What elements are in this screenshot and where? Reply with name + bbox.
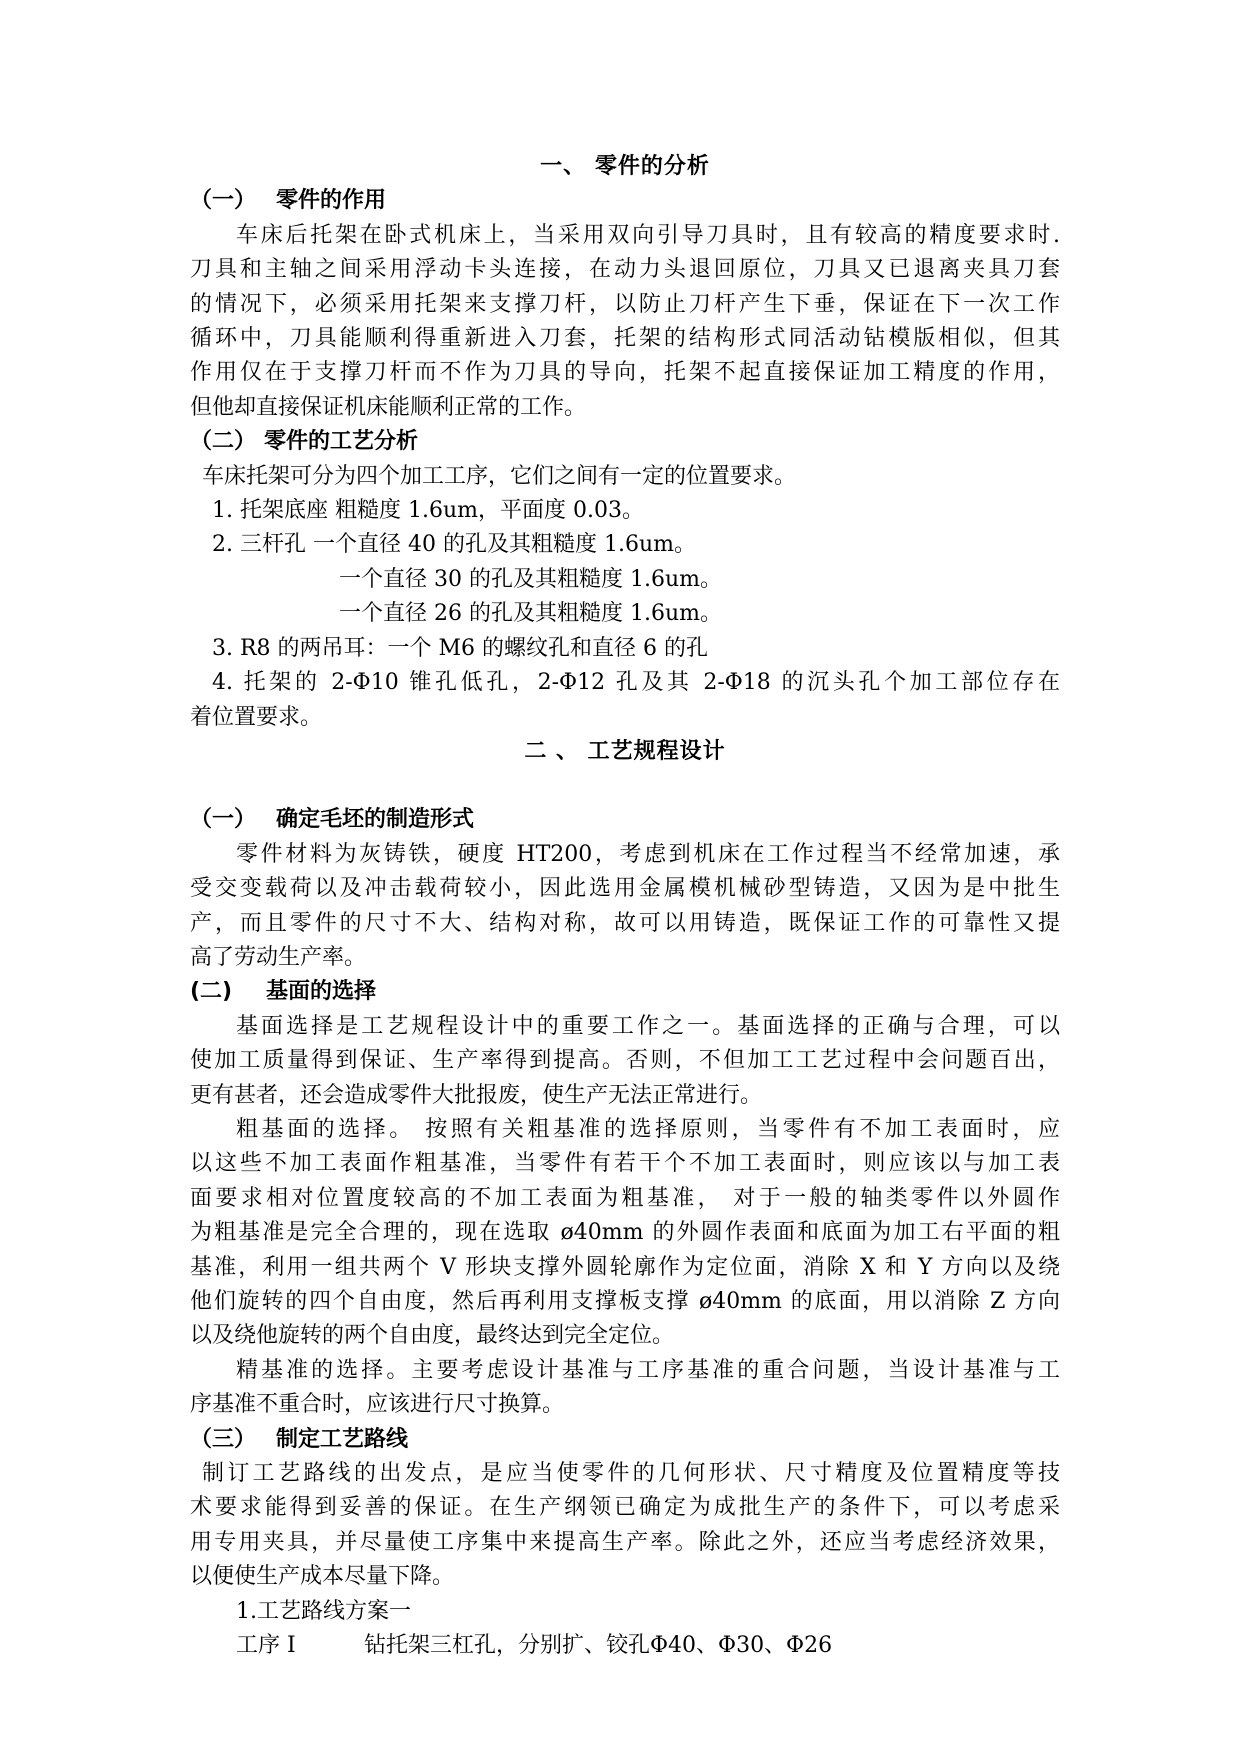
section-1-title: 一、 零件的分析	[540, 154, 710, 179]
paragraph-line: 循环中，刀具能顺利得重新进入刀套，托架的结构形式同活动钻模版相似，但其	[190, 326, 1060, 352]
subsection-1-1-heading	[190, 184, 1060, 218]
plan-heading: 1.工艺路线方案一	[236, 1598, 411, 1624]
spacer	[190, 769, 1060, 803]
list-item-continuation: 一个直径 30 的孔及其粗糙度 1.6um。	[339, 566, 722, 592]
subsection-number: （一）	[190, 807, 257, 833]
paragraph-line: 产，而且零件的尺寸不大、结构对称，故可以用铸造，既保证工作的可靠性又提	[190, 910, 1060, 936]
paragraph-line: 但他却直接保证机床能顺利正常的工作。	[190, 394, 587, 420]
paragraph-line: 以及绕他旋转的两个自由度，最终达到完全定位。	[190, 1323, 675, 1349]
paragraph-line: 作用仅在于支撑刀杆而不作为刀具的导向，托架不起直接保证加工精度的作用，	[190, 360, 1060, 386]
subsection-title: 制定工艺路线	[276, 1426, 409, 1452]
step-text: 钻托架三杠孔，分别扩、铰孔Φ40、Φ30、Φ26	[364, 1633, 833, 1659]
list-item: 2. 三杆孔 一个直径 40 的孔及其粗糙度 1.6um。	[212, 532, 696, 558]
list-item-continuation: 一个直径 26 的孔及其粗糙度 1.6um。	[339, 601, 722, 627]
paragraph-line: 使加工质量得到保证、生产率得到提高。否则，不但加工工艺过程中会问题百出，	[190, 1048, 1060, 1074]
paragraph-line: 受交变载荷以及冲击载荷较小，因此选用金属模机械砂型铸造，又因为是中批生	[190, 876, 1060, 902]
paragraph-line: 他们旋转的四个自由度，然后再利用支撑板支撑 ø40mm 的底面，用以消除 Z 方向	[190, 1289, 1060, 1314]
paragraph-line: 基面选择是工艺规程设计中的重要工作之一。基面选择的正确与合理，可以	[236, 1013, 1060, 1039]
subsection-2-1-heading	[190, 803, 1060, 837]
subsection-number: (二)	[190, 979, 233, 1005]
subsection-number: （二）	[190, 429, 257, 455]
subsection-number: （一）	[190, 188, 257, 214]
paragraph-line: 以这些不加工表面作粗基准，当零件有若干个不加工表面时，则应该以与加工表	[190, 1151, 1060, 1177]
paragraph-line: 序基准不重合时，应该进行尺寸换算。	[190, 1392, 565, 1418]
subsection-title: 零件的工艺分析	[264, 429, 419, 455]
paragraph-line: 车床托架可分为四个加工工序，它们之间有一定的位置要求。	[202, 463, 797, 489]
subsection-title: 零件的作用	[276, 188, 387, 214]
paragraph-line: 术要求能得到妥善的保证。在生产纲领已确定为成批生产的条件下，可以考虑采	[190, 1495, 1060, 1521]
paragraph-line: 高了劳动生产率。	[190, 944, 367, 970]
paragraph-line: 用专用夹具，并尽量使工序集中来提高生产率。除此之外，还应当考虑经济效果，	[190, 1529, 1060, 1555]
paragraph-line: 零件材料为灰铸铁，硬度 HT200，考虑到机床在工作过程当不经常加速，承	[236, 841, 1060, 867]
list-item: 1. 托架底座 粗糙度 1.6um，平面度 0.03。	[212, 498, 644, 524]
paragraph-line: 刀具和主轴之间采用浮动卡头连接，在动力头退回原位，刀具又已退离夹具刀套	[190, 257, 1060, 283]
subsection-title: 确定毛坯的制造形式	[276, 807, 475, 833]
subsection-2-2-heading	[190, 975, 1060, 1009]
process-step	[190, 1629, 1060, 1663]
paragraph-line: 以便使生产成本尽量下降。	[190, 1564, 455, 1590]
subsection-number: （三）	[190, 1426, 257, 1452]
paragraph-line: 粗基面的选择。 按照有关粗基准的选择原则，当零件有不加工表面时，应	[236, 1116, 1060, 1142]
subsection-title: 基面的选择	[266, 979, 377, 1005]
paragraph-line: 制订工艺路线的出发点，是应当使零件的几何形状、尺寸精度及位置精度等技	[202, 1461, 1060, 1487]
paragraph-line: 面要求相对位置度较高的不加工表面为粗基准， 对于一般的轴类零件以外圆作	[190, 1185, 1060, 1211]
paragraph-line: 精基准的选择。主要考虑设计基准与工序基准的重合问题，当设计基准与工	[236, 1357, 1060, 1383]
paragraph-line: 更有甚者，还会造成零件大批报废，使生产无法正常进行。	[190, 1082, 763, 1108]
list-item: 4. 托架的 2-Φ10 锥孔低孔，2-Φ12 孔及其 2-Φ18 的沉头孔个加工部位存在	[212, 670, 1060, 696]
section-2-title: 二 、 工艺规程设计	[524, 738, 726, 764]
paragraph-line: 的情况下，必须采用托架来支撑刀杆，以防止刀杆产生下垂，保证在下一次工作	[190, 291, 1060, 317]
list-item: 3. R8 的两吊耳：一个 M6 的螺纹孔和直径 6 的孔	[212, 635, 709, 661]
subsection-1-2-heading	[190, 425, 1060, 459]
subsection-2-3-heading	[190, 1423, 1060, 1457]
paragraph-line: 车床后托架在卧式机床上，当采用双向引导刀具时，且有较高的精度要求时.	[236, 222, 1060, 248]
list-item-continuation: 着位置要求。	[190, 704, 323, 730]
paragraph-line: 基准，利用一组共两个 V 形块支撑外圆轮廓作为定位面，消除 X 和 Y 方向以及绕	[190, 1254, 1060, 1280]
document-page	[190, 150, 1060, 1663]
paragraph-line: 为粗基准是完全合理的，现在选取 ø40mm 的外圆作表面和底面为加工右平面的粗	[190, 1220, 1060, 1246]
step-label: 工序 I	[236, 1633, 296, 1659]
